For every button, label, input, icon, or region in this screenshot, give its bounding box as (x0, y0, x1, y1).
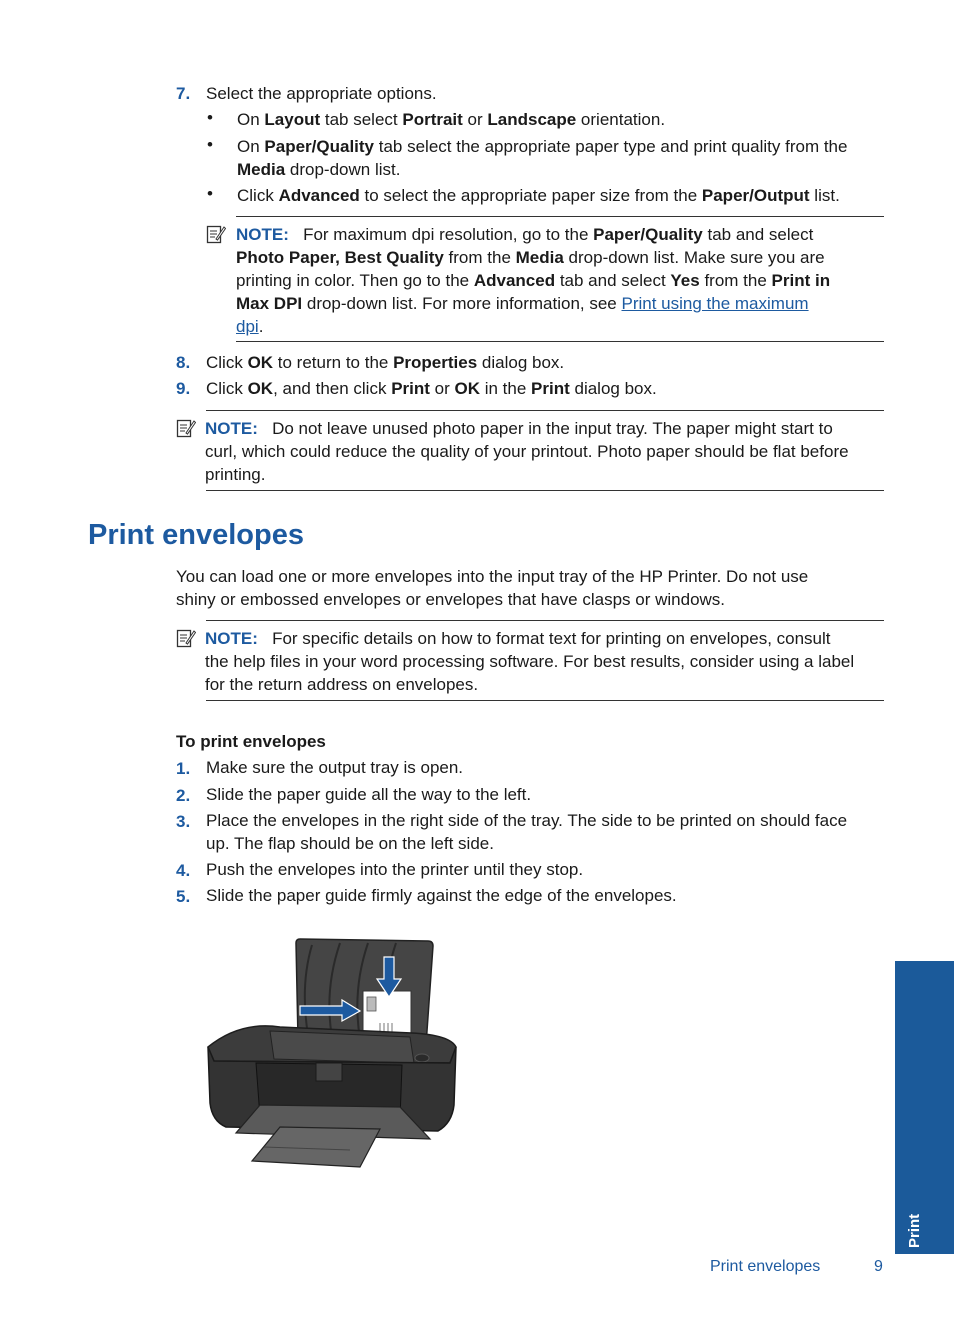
procedure-step: Push the envelopes into the printer until they stop. (206, 860, 584, 879)
procedure-step: Make sure the output tray is open. (206, 758, 464, 777)
step-number: 3. (176, 812, 191, 831)
note-divider (236, 341, 884, 342)
bullet: • (207, 108, 213, 127)
printer-illustration (200, 935, 465, 1175)
procedure-step: Slide the paper guide all the way to the left. (206, 785, 532, 804)
note-divider (206, 490, 884, 491)
step-7-bullet-paper-quality: On Paper/Quality tab select the appropriate paper type and print quality from the Media drop-down list. (237, 137, 848, 179)
note-label: NOTE: (205, 629, 258, 648)
note-divider (206, 410, 884, 411)
step-number: 2. (176, 786, 191, 805)
step-9-text: Click OK, and then click Print or OK in the Print dialog box. (206, 379, 657, 398)
step-number: 5. (176, 887, 191, 906)
step-7-number: 7. (176, 84, 191, 103)
note-divider (206, 620, 884, 621)
bullet: • (207, 184, 213, 203)
step-8-text: Click OK to return to the Properties dialog box. (206, 353, 565, 372)
step-number: 4. (176, 861, 191, 880)
link-print-max-dpi[interactable]: Print using the maximum (621, 294, 809, 313)
link-print-max-dpi-cont[interactable]: dpi (236, 317, 259, 336)
procedure-step: Place the envelopes in the right side of the tray. The side to be printed on should face up. The flap should be on the left side. (206, 811, 848, 853)
page-number: 9 (874, 1258, 883, 1275)
step-7-bullet-layout: On Layout tab select Portrait or Landscape orientation. (237, 110, 666, 129)
bullet: • (207, 135, 213, 154)
side-tab-label: Print (906, 1213, 923, 1248)
note-icon (206, 224, 226, 244)
note-3-text: NOTE: For specific details on how to format text for printing on envelopes, consult the help files in your word processing software. For best results, consider using a label for the return address on envelopes. (205, 629, 855, 694)
step-7-bullet-advanced: Click Advanced to select the appropriate paper size from the Paper/Output list. (237, 186, 840, 205)
section-heading: Print envelopes (88, 519, 304, 551)
note-divider (206, 700, 884, 701)
footer-section: Print envelopes (710, 1258, 821, 1275)
procedure-step: Slide the paper guide firmly against the edge of the envelopes. (206, 886, 677, 905)
intro-paragraph: You can load one or more envelopes into the input tray of the HP Printer. Do not use shiny or embossed envelopes or envelopes that have clasps or windows. (176, 567, 809, 609)
step-7-text: Select the appropriate options. (206, 84, 437, 103)
note-2-text: NOTE: Do not leave unused photo paper in the input tray. The paper might start to curl, which could reduce the quality of your printout. Photo paper should be flat before printing. (205, 419, 849, 484)
procedure-title: To print envelopes (176, 732, 326, 751)
note-label: NOTE: (205, 419, 258, 438)
note-1-text: NOTE: For maximum dpi resolution, go to the Paper/Quality tab and select Photo Paper, Best Quality from the Media drop-down list. Make sure you are printing in color. Then go to the Advanced tab and select Yes from the Print in Max DPI drop-down list. For more information, see Print using the maximum dpi. (236, 225, 831, 336)
step-9-number: 9. (176, 379, 191, 398)
step-number: 1. (176, 759, 191, 778)
note-icon (176, 628, 196, 648)
note-icon (176, 418, 196, 438)
step-8-number: 8. (176, 353, 191, 372)
side-tab (895, 961, 954, 1254)
note-label: NOTE: (236, 225, 289, 244)
note-divider (236, 216, 884, 217)
